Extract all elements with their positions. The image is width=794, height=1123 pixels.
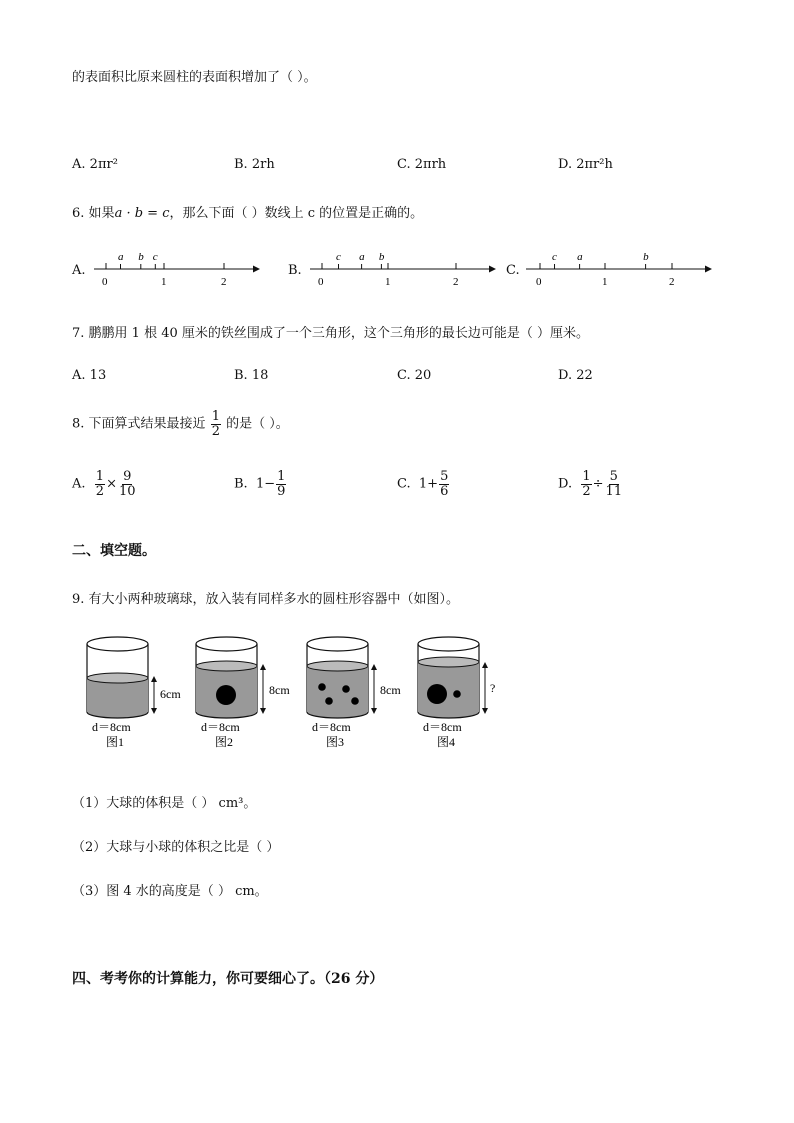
q5-option-b[interactable]: B. 2rh [234,157,275,172]
q8-option-d[interactable]: D. $\frac{1}{2}$ ÷ $\frac{5}{11}$ [558,469,623,499]
q7-option-b[interactable]: B. 18 [234,368,269,383]
q5-option-d[interactable]: D. 2πr²h [558,157,613,172]
caption-4: 图4 [437,735,456,749]
small-ball [351,697,359,705]
caption-1: 图1 [106,735,125,749]
fraction: $\frac{1}{9}$ [277,469,286,499]
caption-3: 图3 [326,735,345,749]
q6-stem: 6. 如果a · b = c，那么下面（ ）数线上 c 的位置是正确的。 [72,206,424,221]
diameter-label-3: d＝8cm [312,720,351,734]
q6-option-c-label[interactable]: C. [506,263,520,278]
section-title-fill-blank: 二、填空题。 [72,543,156,559]
big-ball [216,685,236,705]
q6-number-line-b [306,245,501,290]
cylinder-figure-2 [196,637,290,749]
tick-label-1: 1 [602,276,608,288]
point-label-a: a [118,251,124,263]
q8-stem: 8. 下面算式结果最接近 $\frac{1}{2}$ 的是（ ）。 [72,409,289,439]
q7-option-a[interactable]: A. 13 [72,368,107,383]
point-label-c: c [552,251,557,263]
q5-stem: 的表面积比原来圆柱的表面积增加了（ ）。 [72,70,317,85]
q9-sub2: （2）大球与小球的体积之比是（ ） [72,840,280,855]
tick-label-1: 1 [161,276,167,288]
cylinder-figure-3 [307,637,401,749]
q6-option-a-label[interactable]: A. [72,263,86,278]
point-label-c: c [152,251,158,263]
tick-label-0: 0 [318,276,324,288]
fraction: $\frac{1}{2}$ [95,469,105,499]
q7-option-d[interactable]: D. 22 [558,368,593,383]
fraction: $\frac{1}{2}$ [211,409,220,439]
q9-sub1: （1）大球的体积是（ ） cm³。 [72,796,257,811]
small-ball [453,690,461,698]
q6-number-line-c [522,245,717,290]
tick-label-2: 2 [221,276,227,288]
q7-stem: 7. 鹏鹏用 1 根 40 厘米的铁丝围成了一个三角形，这个三角形的最长边可能是（ ）厘米。 [72,326,590,341]
point-label-b: b [643,251,649,263]
diameter-label-2: d＝8cm [201,720,240,734]
point-label-b: b [378,251,385,263]
q6-number-line-a [90,245,265,290]
fraction: $\frac{5}{11}$ [605,469,623,499]
tick-label-0: 0 [102,276,108,288]
tick-label-1: 1 [385,276,391,288]
q8-option-b[interactable]: B. 1− $\frac{1}{9}$ [234,469,286,499]
height-label-2: 8cm [269,683,290,697]
q8-option-a[interactable]: A. $\frac{1}{2}$ × $\frac{9}{10}$ [72,469,136,499]
small-ball [325,697,333,705]
diameter-label-4: d＝8cm [423,720,462,734]
q5-option-c[interactable]: C. 2πrh [397,157,447,172]
diameter-label-1: d＝8cm [92,720,131,734]
tick-label-0: 0 [536,276,542,288]
fraction: $\frac{9}{10}$ [118,469,136,499]
point-label-b: b [138,251,144,263]
q7-option-c[interactable]: C. 20 [397,368,432,383]
q9-cylinder-figures [78,632,538,754]
point-label-c: c [336,251,341,263]
height-label-3: 8cm [380,683,401,697]
fraction: $\frac{5}{6}$ [440,469,449,499]
q5-option-a[interactable]: A. 2πr² [72,157,118,172]
section-title-calculation: 四、考考你的计算能力，你可要细心了。（26 分） [72,971,384,987]
cylinder-figure-1 [87,637,181,749]
small-ball [342,685,350,693]
q9-stem: 9. 有大小两种玻璃球，放入装有同样多水的圆柱形容器中（如图）。 [72,592,460,607]
tick-label-2: 2 [669,276,675,288]
caption-2: 图2 [215,735,234,749]
fraction: $\frac{1}{2}$ [582,469,591,499]
big-ball [427,684,447,704]
cylinder-figure-4 [418,637,495,749]
small-ball [318,683,326,691]
height-label-1: 6cm [160,687,181,701]
q8-option-c[interactable]: C. 1+ $\frac{5}{6}$ [397,469,449,499]
tick-label-2: 2 [453,276,459,288]
q6-option-b-label[interactable]: B. [288,263,302,278]
height-label-4: ? [490,681,496,695]
q9-sub3: （3）图 4 水的高度是（ ） cm。 [72,884,268,899]
point-label-a: a [359,251,365,263]
point-label-a: a [577,251,583,263]
